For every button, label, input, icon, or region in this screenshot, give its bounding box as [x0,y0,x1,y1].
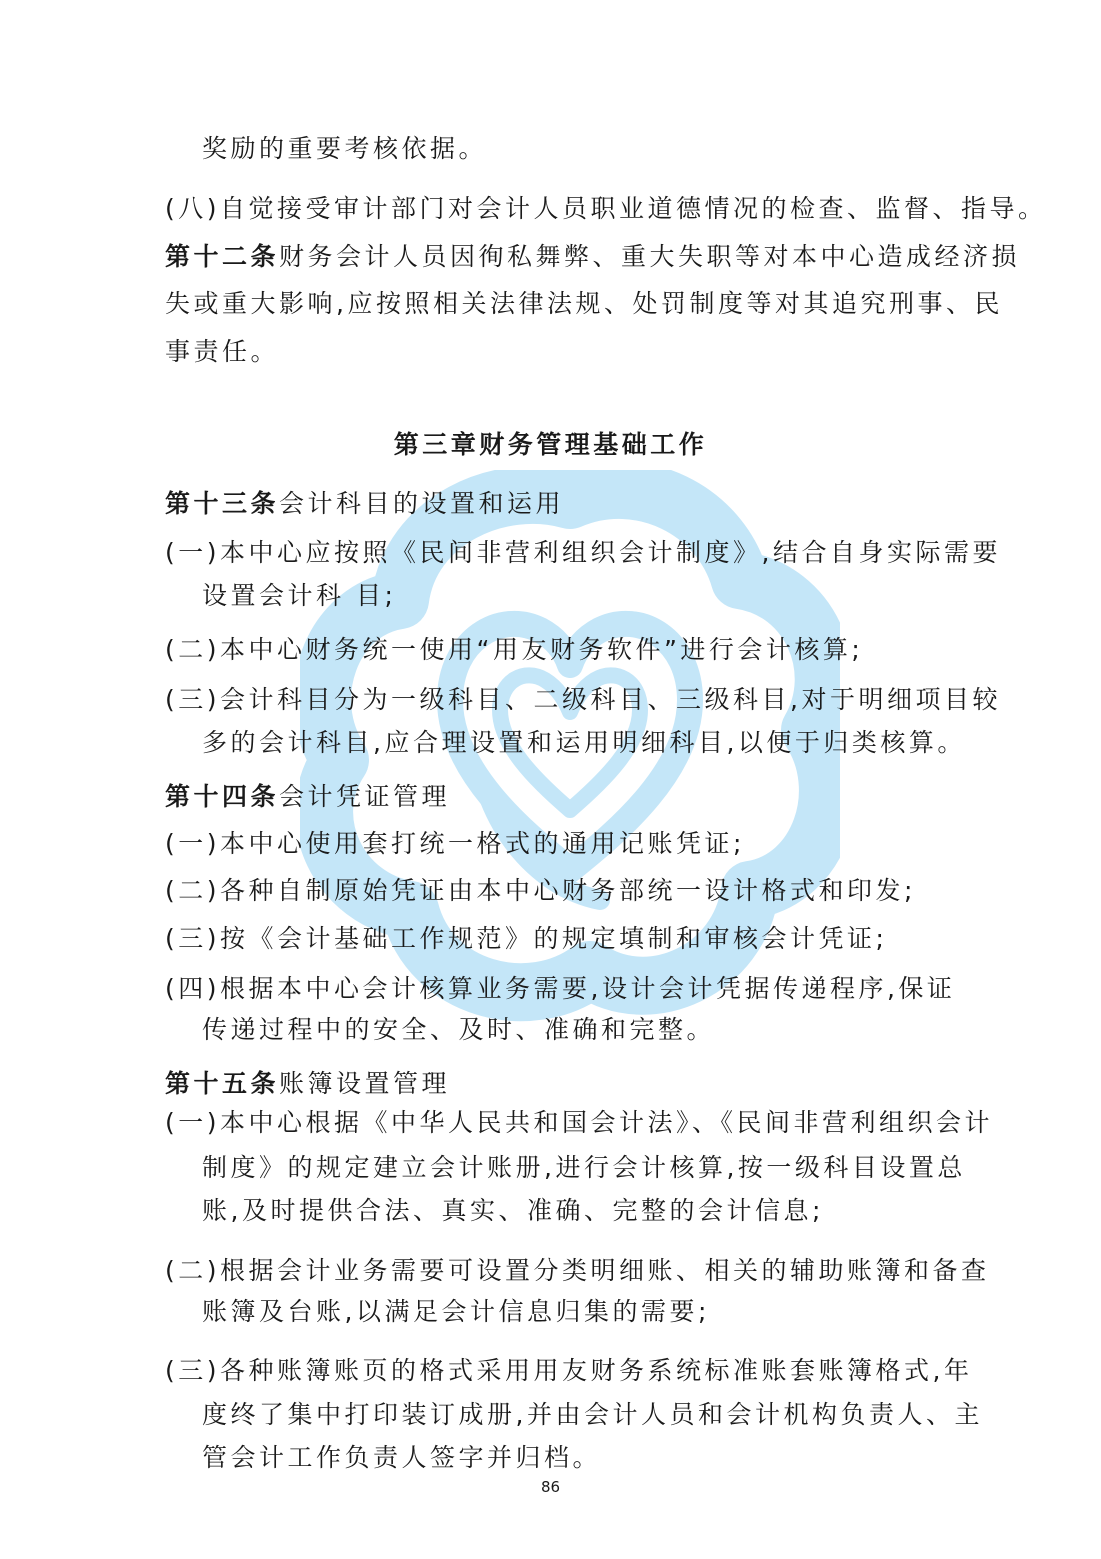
article-14-heading: 第十四条 [165,782,280,811]
page-number: 86 [540,1478,561,1496]
article-14-text: 会计凭证管理 [279,782,451,811]
text-line-26: 度终了集中打印装订成册,并由会计人员和会计机构负责人、主 [202,1400,983,1429]
text-line-10: (二)本中心财务统一使用“用友财务软件”进行会计核算; [165,635,864,664]
text-line-18: 传递过程中的安全、及时、准确和完整。 [202,1015,716,1044]
text-line-23: (二)根据会计业务需要可设置分类明细账、相关的辅助账簿和备查 [165,1256,990,1285]
article-13 [165,486,564,522]
article-13-text: 会计科目的设置和运用 [279,489,565,518]
article-12-text: 财务会计人员因徇私舞弊、重大失职等对本中心造成经济损 [279,242,1021,271]
text-line-4: 失或重大影响,应按照相关法律法规、处罚制度等对其追究刑事、民 [165,289,1003,318]
article-14 [165,779,450,815]
text-line-2: (八)自觉接受审计部门对会计人员职业道德情况的检查、监督、指导。 [165,194,1047,223]
text-line-1: 奖励的重要考核依据。 [202,134,488,163]
text-line-15: (二)各种自制原始凭证由本中心财务部统一设计格式和印发; [165,876,916,905]
article-12-heading: 第十二条 [165,242,280,271]
text-line-16: (三)按《会计基础工作规范》的规定填制和审核会计凭证; [165,924,888,953]
text-line-27: 管会计工作负责人签字并归档。 [202,1443,602,1472]
text-line-20: (一)本中心根据《中华人民共和国会计法》、《民间非营利组织会计 [165,1108,994,1137]
text-line-12: 多的会计科目,应合理设置和运用明细科目,以便于归类核算。 [202,728,966,757]
article-15-text: 账簿设置管理 [279,1069,451,1098]
text-line-24: 账簿及台账,以满足会计信息归集的需要; [202,1297,710,1326]
text-line-25: (三)各种账簿账页的格式采用用友财务系统标准账套账簿格式,年 [165,1356,973,1385]
text-line-17: (四)根据本中心会计核算业务需要,设计会计凭据传递程序,保证 [165,974,956,1003]
text-line-21: 制度》的规定建立会计账册,进行会计核算,按一级科目设置总 [202,1153,966,1182]
article-15-heading: 第十五条 [165,1069,280,1098]
article-13-heading: 第十三条 [165,489,280,518]
article-15 [165,1066,450,1102]
text-line-11: (三)会计科目分为一级科目、二级科目、三级科目,对于明细项目较 [165,685,1001,714]
text-line-8: (一)本中心应按照《民间非营利组织会计制度》,结合自身实际需要 [165,538,1001,567]
text-line-14: (一)本中心使用套打统一格式的通用记账凭证; [165,829,745,858]
text-line-9: 设置会计科 目; [202,581,397,610]
chapter-title: 第三章财务管理基础工作 [393,430,708,459]
article-12 [165,239,1020,275]
text-line-22: 账,及时提供合法、真实、准确、完整的会计信息; [202,1196,824,1225]
text-line-5: 事责任。 [165,337,280,366]
